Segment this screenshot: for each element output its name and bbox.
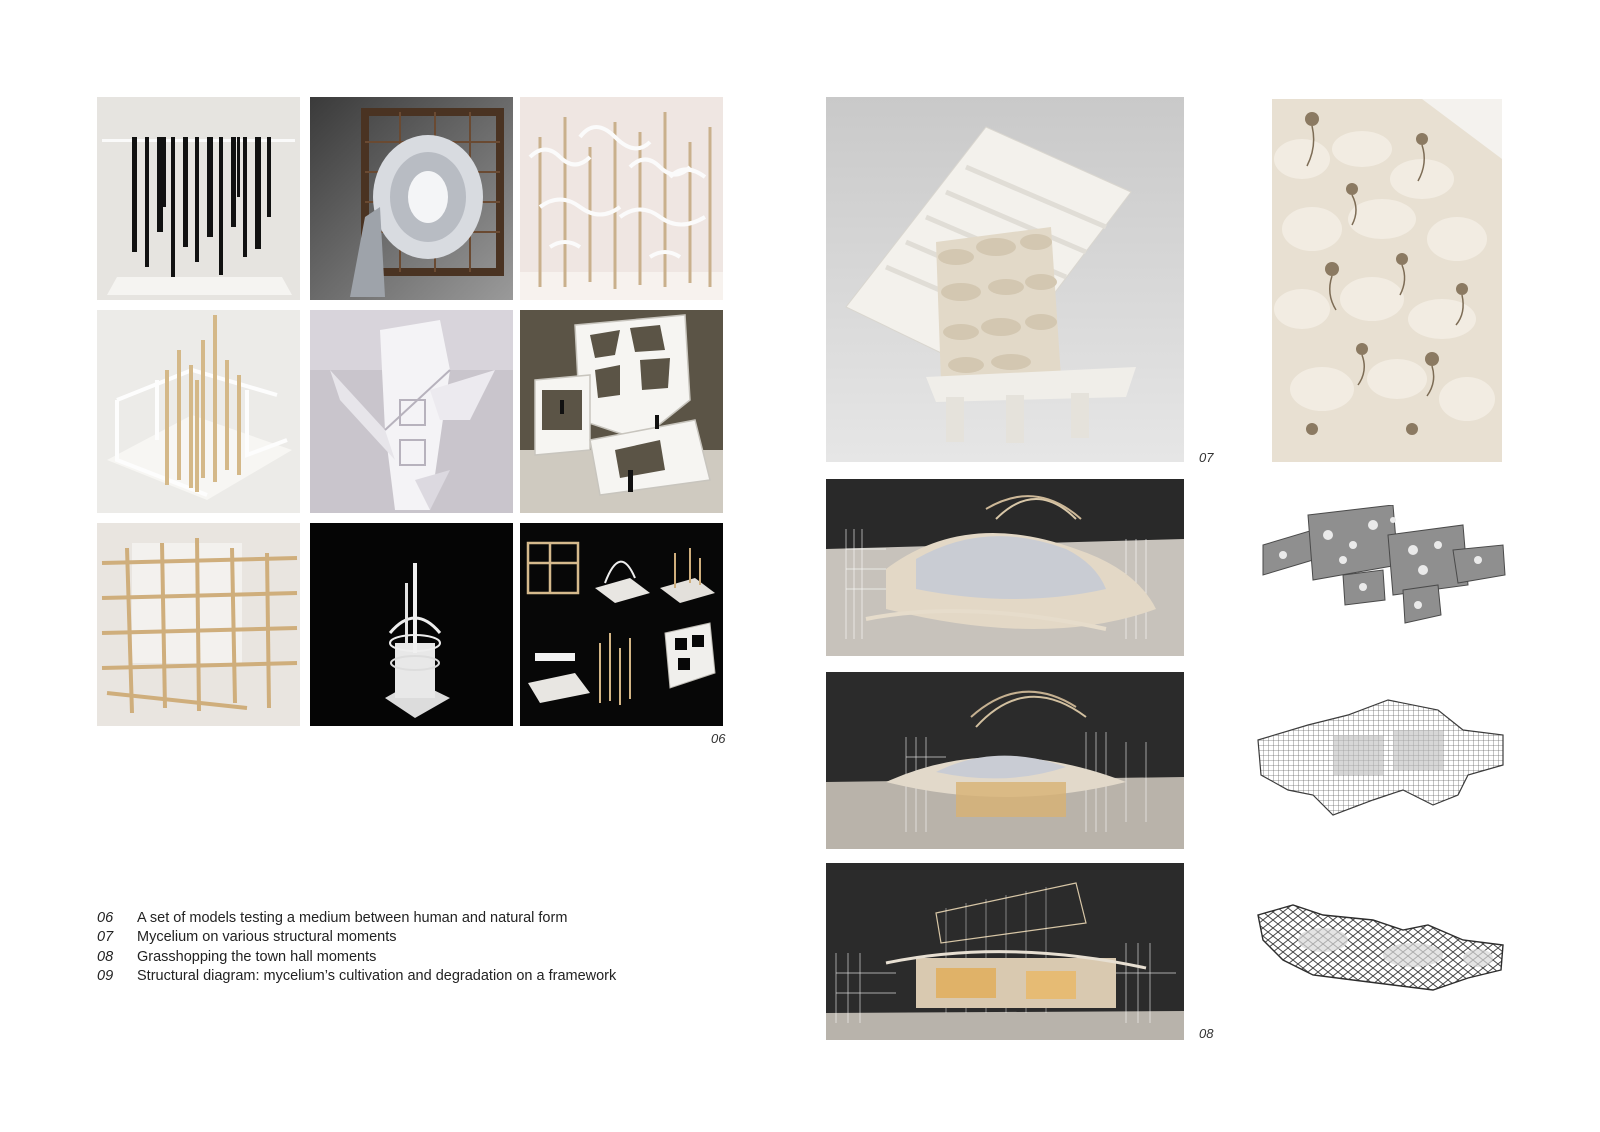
caption-text: A set of models testing a medium between human and natural form xyxy=(137,909,568,926)
figure-captions xyxy=(97,908,657,986)
model-photo-white-spire xyxy=(310,523,513,726)
model-photo-black-rods xyxy=(97,97,300,300)
caption-row xyxy=(97,908,657,928)
structural-diagram-dense-cells xyxy=(1253,505,1510,630)
figure-number-08: 08 xyxy=(1199,1026,1214,1041)
render-town-hall-view-1 xyxy=(826,479,1184,656)
caption-text: Structural diagram: mycelium’s cultivation and degradation on a framework xyxy=(137,968,617,985)
model-photo-white-frame-figures xyxy=(520,310,723,513)
model-photo-folded-tower xyxy=(310,310,513,513)
caption-number: 09 xyxy=(97,968,114,985)
caption-text: Mycelium on various structural moments xyxy=(137,929,397,946)
caption-row xyxy=(97,947,657,967)
model-photo-paper-forest xyxy=(520,97,723,300)
structural-diagram-voronoi-degraded xyxy=(1253,900,1510,1000)
structural-diagram-mesh-grid xyxy=(1253,695,1510,825)
caption-number: 08 xyxy=(97,948,114,965)
caption-number: 07 xyxy=(97,929,114,946)
model-photo-balsa-grid-frame xyxy=(97,523,300,726)
caption-number: 06 xyxy=(97,909,114,926)
model-photo-wooden-frame-shell xyxy=(310,97,513,300)
caption-row xyxy=(97,928,657,948)
figure-number-07: 07 xyxy=(1199,450,1214,465)
model-photo-balsa-cluster xyxy=(97,310,300,513)
figure-number-06: 06 xyxy=(711,731,726,746)
render-town-hall-view-3 xyxy=(826,863,1184,1040)
caption-text: Grasshopping the town hall moments xyxy=(137,948,377,965)
model-photo-six-models-collage xyxy=(520,523,723,726)
render-town-hall-view-2 xyxy=(826,672,1184,849)
model-photo-mycelium-pavilion xyxy=(826,97,1184,462)
caption-row xyxy=(97,967,657,987)
model-photo-mycelium-closeup xyxy=(1272,99,1502,462)
